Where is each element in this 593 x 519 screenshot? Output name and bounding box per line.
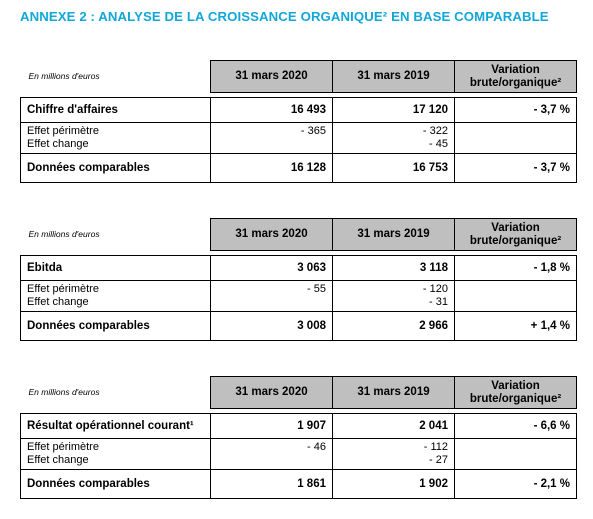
table-row [21,98,577,123]
value-2019: - 120 [422,283,448,295]
value-2019: - 31 [429,296,448,308]
value-2019: 17 120 [333,98,455,123]
row-label: Données comparables [21,470,211,499]
value-2020: 3 008 [211,312,333,341]
value-2019: - 45 [429,138,448,150]
row-label: Données comparables [21,154,211,183]
value-2019: - 112 [423,441,448,453]
header-variation-line2: brute/organique² [469,76,562,89]
table-chiffre-affaires [20,60,576,183]
table-row [21,154,577,183]
table-row [21,470,577,499]
header-variation [455,219,577,251]
value-2020: 16 493 [211,98,333,123]
value-2020 [217,296,326,309]
value-2020: - 365 [300,125,326,137]
value-2019: 2 966 [333,312,455,341]
table-row [21,414,577,439]
header-variation-line2: brute/organique² [469,234,562,247]
unit-label: En millions d'euros [21,61,211,93]
row-label: Effet périmètre [27,441,99,453]
value-2019: 1 902 [333,470,455,499]
header-2019: 31 mars 2019 [333,61,455,93]
table-ebitda [20,218,576,341]
header-variation-line1: Variation [491,379,540,392]
value-2019: 3 118 [333,256,455,281]
row-label: Données comparables [21,312,211,341]
header-variation [455,377,577,409]
unit-label: En millions d'euros [21,219,211,251]
row-label: Ebitda [21,256,211,281]
unit-label: En millions d'euros [21,377,211,409]
row-label: Effet change [27,138,89,150]
value-variation: + 1,4 % [455,312,577,341]
value-2020: - 55 [307,283,326,295]
header-2020: 31 mars 2020 [211,377,333,409]
row-label: Effet change [27,454,89,466]
table-row [21,439,577,470]
value-2020: 1 907 [211,414,333,439]
value-2020 [217,454,326,467]
value-2020 [217,138,326,151]
header-2020: 31 mars 2020 [211,219,333,251]
header-variation-line2: brute/organique² [469,392,562,405]
table-row [21,281,577,312]
row-label: Résultat opérationnel courant¹ [21,414,211,439]
value-variation: - 6,6 % [455,414,577,439]
value-2019: - 27 [429,454,448,466]
header-2019: 31 mars 2019 [333,219,455,251]
value-variation: - 1,8 % [455,256,577,281]
header-variation-line1: Variation [491,221,540,234]
header-variation-line1: Variation [491,63,540,76]
value-2020: 1 861 [211,470,333,499]
row-label: Effet périmètre [27,125,99,137]
page-title: ANNEXE 2 : ANALYSE DE LA CROISSANCE ORGANIQUE² EN BASE COMPARABLE [20,9,549,24]
header-variation [455,61,577,93]
row-label: Effet périmètre [27,283,99,295]
value-2020: 16 128 [211,154,333,183]
value-variation: - 3,7 % [455,154,577,183]
table-row [21,123,577,154]
header-2019: 31 mars 2019 [333,377,455,409]
value-2019: 16 753 [333,154,455,183]
value-2019: 2 041 [333,414,455,439]
value-variation: - 2,1 % [455,470,577,499]
value-variation: - 3,7 % [455,98,577,123]
value-2020: - 46 [307,441,326,453]
table-resultat-operationnel [20,376,576,499]
table-row [21,312,577,341]
row-label: Effet change [27,296,89,308]
header-2020: 31 mars 2020 [211,61,333,93]
value-2019: - 322 [422,125,448,137]
row-label: Chiffre d'affaires [21,98,211,123]
table-row [21,256,577,281]
value-2020: 3 063 [211,256,333,281]
